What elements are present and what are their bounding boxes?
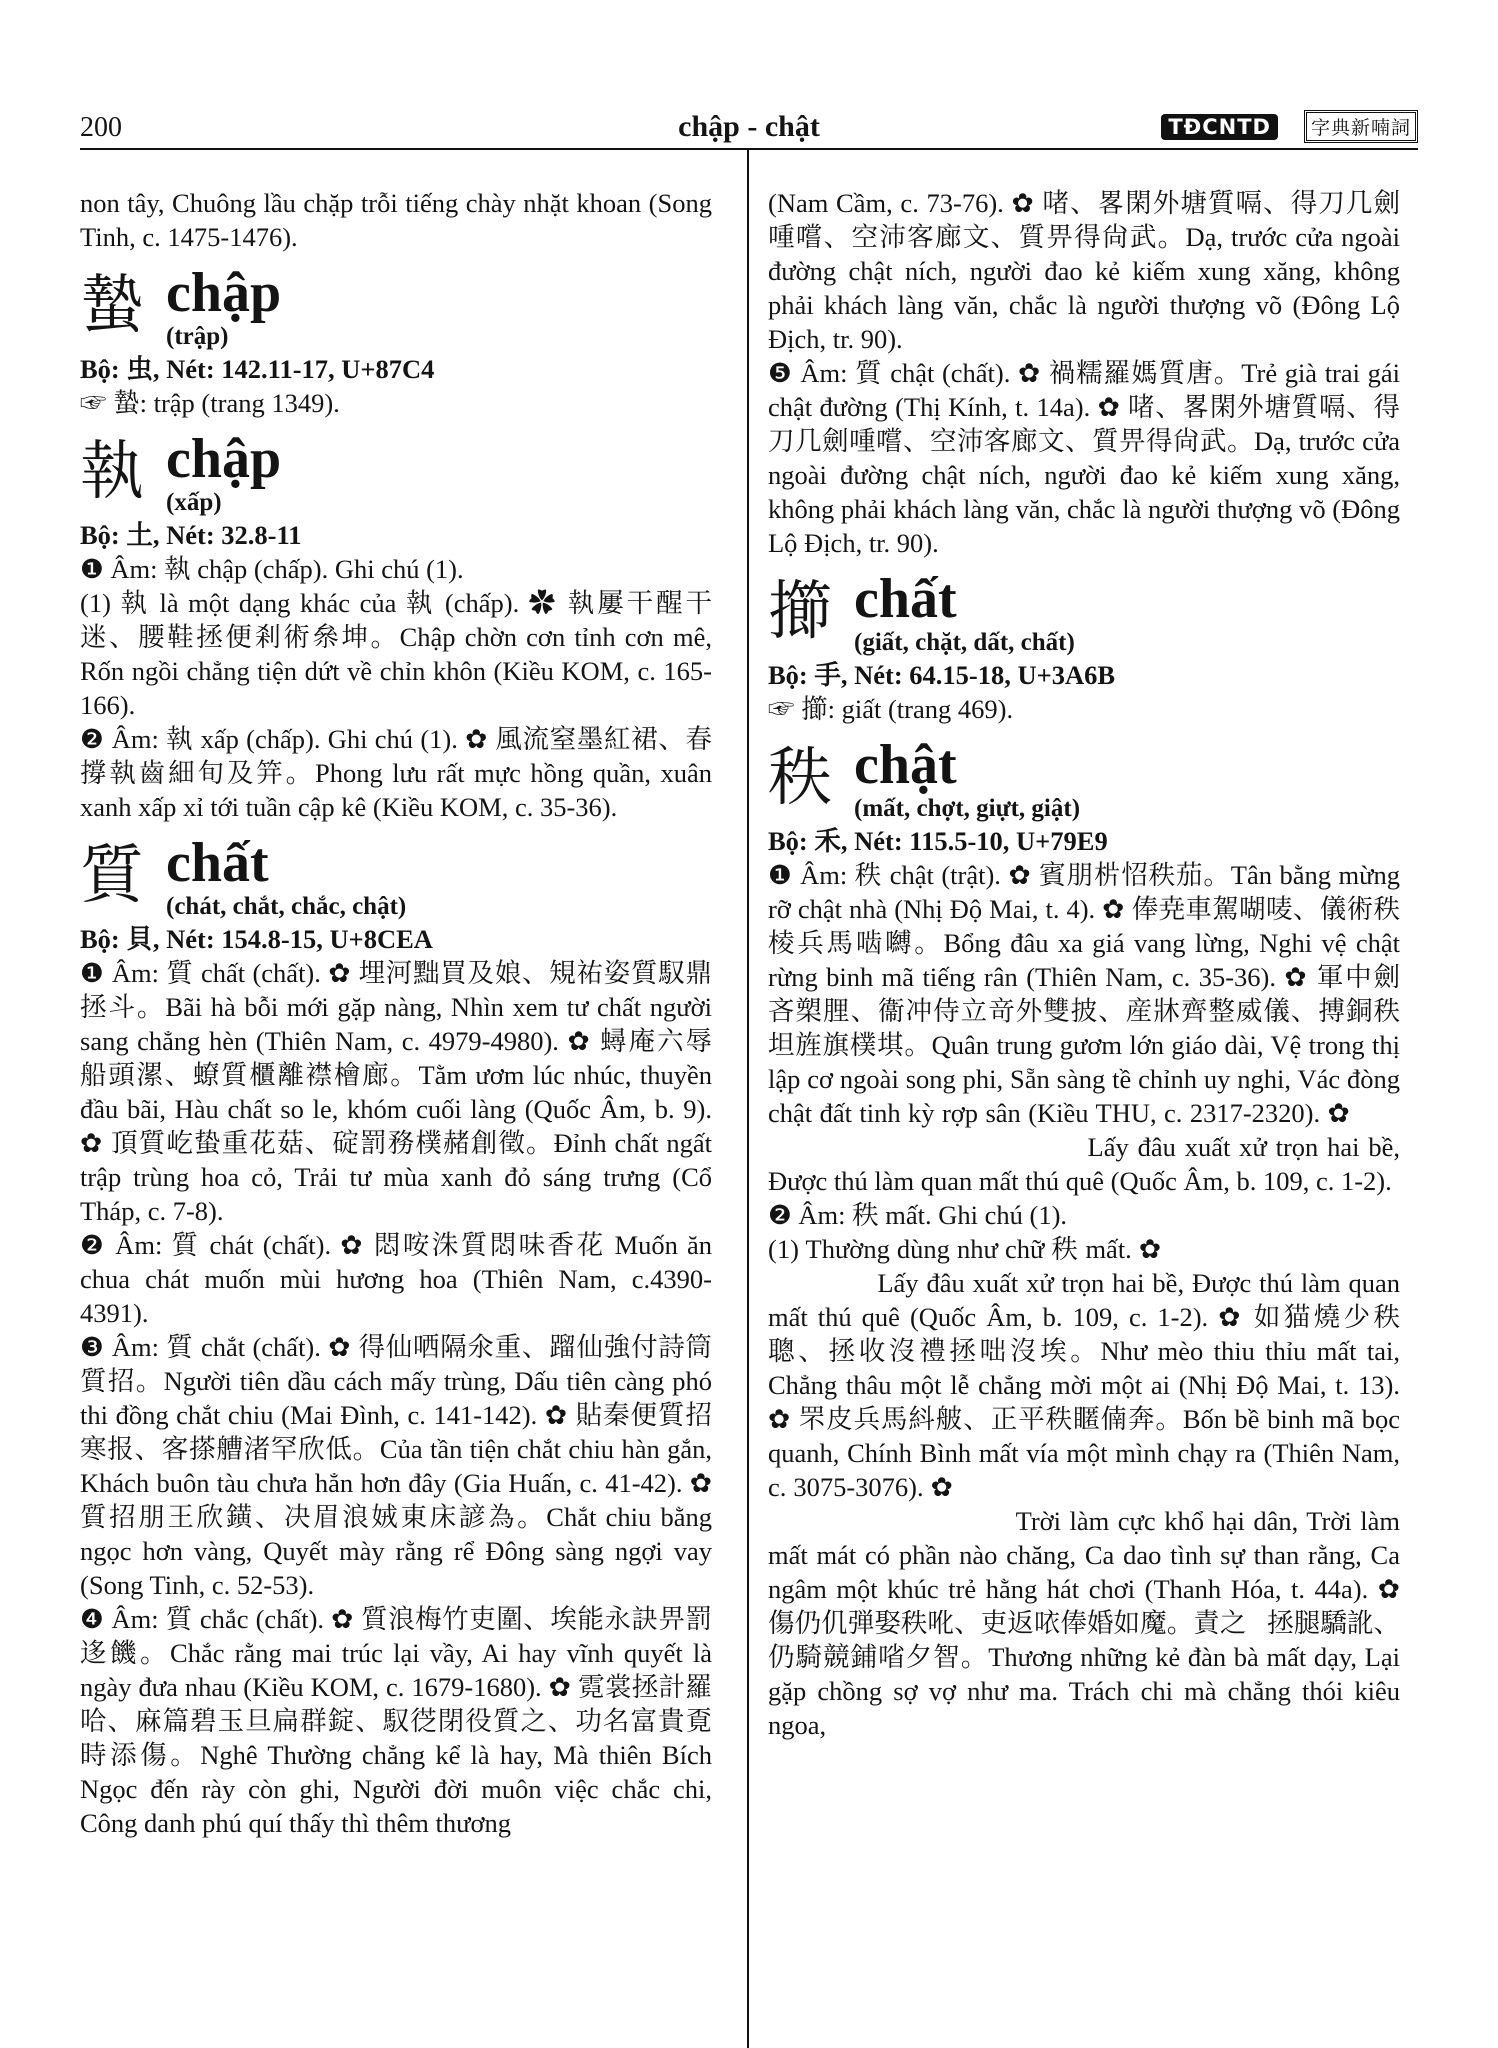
column-divider xyxy=(747,150,749,2048)
pointing-hand-icon: ☞ xyxy=(80,388,107,418)
header-rule xyxy=(80,148,1418,150)
continuation-text: non tây, Chuông lầu chặp trỗi tiếng chày nhặt khoan (Song Tinh, c. 1475-1476). xyxy=(80,188,712,252)
entry-variants: (trập) xyxy=(166,323,229,350)
entry-glyph: 質 xyxy=(80,839,144,913)
entry-sense: ❶ Âm: 執 chập (chấp). Ghi chú (1). xyxy=(80,554,464,584)
entry-glyph: 執 xyxy=(80,435,144,509)
dictionary-entry xyxy=(80,262,712,352)
entry-glyph: 擳 xyxy=(768,575,832,649)
entry-sense: ❶ Âm: 質 chất (chất). ✿ 埋河黜買及娘、䂓祐姿質馭鼎拯斗。Bãi hà bỗi mới gặp nàng, Nhìn xem tư chất người sang chẳng hèn (Thiên Nam, c. 4979-4980). ✿ 蟳庵六辱船頭漯、蟟質櫃離襟檜廊。Tằm ươm lúc nhúc, thuyền đầu bãi, Hàu chất so le, khóm cuối làng (Quốc Âm, b. 9). ✿ 頂質屹蛰重花菇、碇罰務樸赭創徵。Đỉnh chất ngất trập trùng hoa cỏ, Trải tư mùa xanh đỏ sáng trưng (Cổ Tháp, c. 7-8). xyxy=(80,958,712,1226)
entry-glyph: 秩 xyxy=(768,741,832,815)
cross-reference: ☞ 擳: giất (trang 469). xyxy=(768,694,1014,724)
entry-meta: Bộ: 虫, Nét: 142.11-17, U+87C4 xyxy=(80,354,435,384)
dictionary-entry xyxy=(80,428,712,518)
continuation-text: (Nam Cầm, c. 73-76). ✿ 啫、畧閑外塘質嗝、得刀几劍喠嚐、空沛客廊文、質畀得尙武。Dạ, trước cửa ngoài đường chật ních, người đao kẻ kiếm xung xăng, không phải khách làng văn, chắc là người thượng võ (Đông Lộ Địch, tr. 90). xyxy=(768,188,1400,354)
entry-glyph: 蟄 xyxy=(80,269,144,343)
brand-seal: 字典新喃詞 xyxy=(1304,110,1418,143)
page-header xyxy=(80,108,1418,148)
entry-sense: ❷ Âm: 質 chát (chất). ✿ 悶咹洙質悶味香花 Muốn ăn chua chát muốn mùi hương hoa (Thiên Nam, c.4390-4391). xyxy=(80,1230,712,1328)
pointing-hand-icon: ☞ xyxy=(768,694,795,724)
dictionary-entry xyxy=(768,734,1400,824)
cross-reference: ☞ 蟄: trập (trang 1349). xyxy=(80,388,340,418)
entry-meta: Bộ: 手, Nét: 64.15-18, U+3A6B xyxy=(768,660,1116,690)
entry-headword: chập xyxy=(166,428,282,490)
entry-sense: ❺ Âm: 質 chật (chất). ✿ 禍糯羅媽質唐。Trẻ già trai gái chật đường (Thị Kính, t. 14a). ✿ 啫、畧閑外塘質嗝、得刀几劍喠嚐、空沛客廊文、質畀得尙武。Dạ, trước cửa ngoài đường chật ních, người đao kẻ kiếm xung xăng, không phải khách làng văn, chắc là người thượng võ (Đông Lộ Địch, tr. 90). xyxy=(768,358,1400,558)
entry-sense: ❶ Âm: 秩 chật (trật). ✿ 賓朋㭊怊秩茄。Tân bằng mừng rỡ chật nhà (Nhị Độ Mai, t. 4). ✿ 俸尭車駕㗅唛、儀術秩棱兵馬啮嚩。Bổng đâu xa giá vang lừng, Nghi vệ chật rừng binh mã tiếng rân (Thiên Nam, c. 35-36). ✿ 軍中劍吝槊䤚、衞冲侍立竒外雙披、産牀齊整威儀、搏銅秩坦旌旗樸㙋。Quân trung gươm lớn giáo dài, Vệ trong thị lập cơ ngoài song phi, Sẵn sàng tề chỉnh uy nghi, Vác đòng chật đất tinh kỳ rợp sân (Kiều THU, c. 2317-2320). ✿ 𥚄兠出處論𠰺皮、特趣夕官秩趣圭。Lấy đâu xuất xử trọn hai bề, Được thú làm quan mất thú quê (Quốc Âm, b. 109, c. 1-2). xyxy=(768,860,1400,1196)
entry-variants: (xấp) xyxy=(166,489,222,516)
entry-note: (1) 執 là một dạng khác của 執 (chấp). ✿ 執屢干醒干迷、腰鞋拯便剎術㕘坤。Chập chờn cơn tỉnh cơn mê, Rốn ngồi chẳng tiện dứt về chỉn khôn (Kiều KOM, c. 165-166). xyxy=(80,588,712,720)
entry-variants: (mất, chợt, giựt, giật) xyxy=(854,795,1081,822)
entry-sense: ❷ Âm: 執 xấp (chấp). Ghi chú (1). ✿ 風流窒墨紅裙、春撐執齒細旬及笄。Phong lưu rất mực hồng quần, xuân xanh xấp xỉ tới tuần cập kê (Kiều KOM, c. 35-36). xyxy=(80,724,712,822)
entry-meta: Bộ: 土, Nét: 32.8-11 xyxy=(80,520,302,550)
entry-headword: chập xyxy=(166,262,282,324)
entry-headword: chật xyxy=(854,734,957,796)
entry-sense: ❸ Âm: 質 chắt (chất). ✿ 得仙哂隔氽重、蹓仙強付詩筒質招。Người tiên dầu cách mấy trùng, Dấu tiên càng phó thi đồng chắt chiu (Mai Đình, c. 141-142). ✿ 貼秦便質招寒报、客搽艚渚罕欣低。Của tần tiện chắt chiu hàn gắn, Khách buôn tàu chưa hẳn hơn đây (Gia Huấn, c. 41-42). ✿ 質招朋王欣鐄、决眉浪娀東床諺為。Chắt chiu bằng ngọc hơn vàng, Quyết mày rằng rể Đông sàng ngợi vay (Song Tinh, c. 52-53). xyxy=(80,1332,712,1600)
entry-sense: ❹ Âm: 質 chắc (chất). ✿ 質浪梅竹吏圍、埃能永訣畀罰迻饑。Chắc rằng mai trúc lại vầy, Ai hay vĩnh quyết là ngày đưa nhau (Kiều KOM, c. 1679-1680). ✿ 霓裳拯計羅哈、麻篇碧玉旦扁群錠、馭徔閉役質之、功名富貴覔時添傷。Nghê Thường chẳng kể là hay, Mà thiên Bích Ngọc đến rày còn ghi, Người đời muôn việc chắc chi, Công danh phú quí thấy thì thêm thương xyxy=(80,1604,712,1838)
page-number: 200 xyxy=(80,112,122,143)
entry-meta: Bộ: 貝, Nét: 154.8-15, U+8CEA xyxy=(80,924,433,954)
dictionary-entry xyxy=(768,568,1400,658)
brand-badge: TĐCNTD xyxy=(1161,114,1278,140)
left-column xyxy=(80,186,712,2036)
brand-logos xyxy=(1161,110,1418,143)
entry-headword: chất xyxy=(854,568,957,630)
running-title: chập - chật xyxy=(678,110,820,143)
entry-variants: (giất, chặt, dất, chất) xyxy=(854,629,1075,656)
entry-sense: ❷ Âm: 秩 mất. Ghi chú (1). xyxy=(768,1200,1068,1230)
right-column xyxy=(768,186,1400,2036)
entry-meta: Bộ: 禾, Nét: 115.5-10, U+79E9 xyxy=(768,826,1108,856)
dictionary-entry xyxy=(80,832,712,922)
entry-note: (1) Thường dùng như chữ 秩 mất. ✿ 𥚄兠出處論𠰺皮、特趣夕官秩趣圭。Lấy đâu xuất xử trọn hai bề, Được thú làm quan mất thú quê (Quốc Âm, b. 109, c. 1-2). ✿ 如猫燒少秩聰、拯收沒禮拯咄沒埃。Như mèo thiu thỉu mất tai, Chẳng thâu một lễ chẳng mời một ai (Nhị Độ Mai, t. 13). ✿ 罘皮兵馬紏𦨭、正平秩䁥㑲奔。Bốn bề binh mã bọc quanh, Chính Bình mất vía một mình chạy ra (Thiên Nam, c. 3075-3076). ✿ 𡗶夕極苦害民、𡗶夕秩沬固分市庄、歌謠情事嘆浪、歌吟沒曲㛪恒喝制。Trời làm cực khổ hại dân, Trời làm mất mát có phần nào chăng, Ca dao tình sự than rằng, Ca ngâm một khúc trẻ hằng hát chơi (Thanh Hóa, t. 44a). ✿ 傷仍仉弾娶秩吪、吏返𠲖俸婚如魔。責之𢉲拯腿驕訛、仍騎競鋪㗂夕智。Thương những kẻ đàn bà mất dạy, Lại gặp chồng sợ vợ như ma. Trách chi mà chẳng thói kiêu ngoa, xyxy=(768,1234,1400,1740)
entry-variants: (chát, chắt, chắc, chật) xyxy=(166,893,407,920)
entry-headword: chất xyxy=(166,832,269,894)
